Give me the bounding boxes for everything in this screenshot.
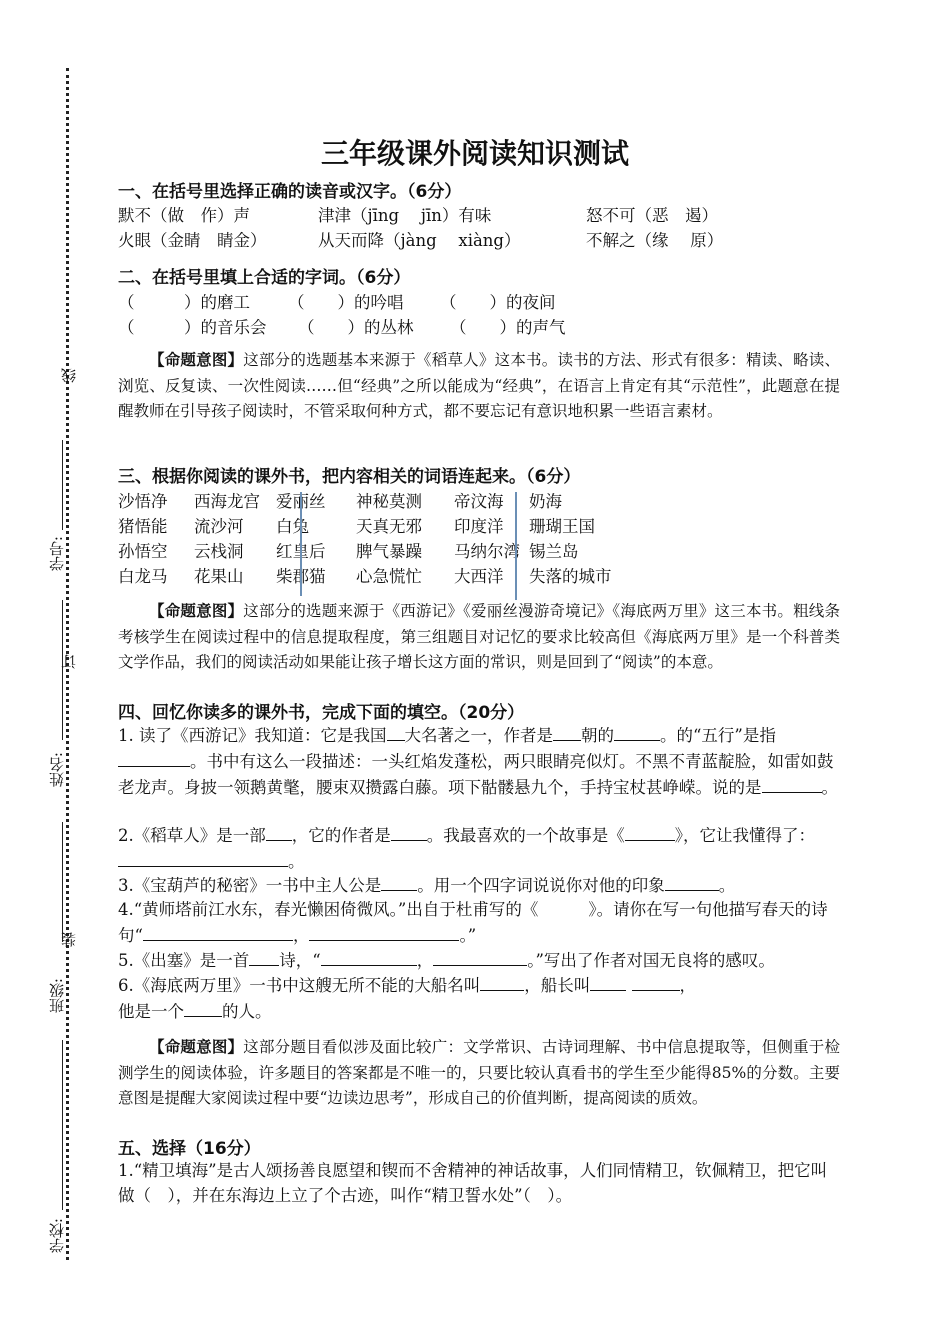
match-word[interactable]: 白兔 <box>276 517 309 536</box>
answer-blank[interactable] <box>553 722 581 741</box>
match-word[interactable]: 心急慌忙 <box>356 567 422 586</box>
s2-item: （ ）的磨工 <box>118 293 250 312</box>
answer-blank[interactable] <box>321 947 417 966</box>
match-word[interactable]: 马纳尔湾 <box>454 542 520 561</box>
match-word[interactable]: 珊瑚王国 <box>529 517 595 536</box>
match-word[interactable]: 孙悟空 <box>118 542 168 561</box>
question-4-1: 1. 读了《西游记》我知道：它是我国 大名著之一，作者是 朝的 。的“五行”是指。书中有这么一段描述：一头红焰发蓬松，两只眼睛亮似灯。不黑不青蓝靛脸，如雷如鼓老龙声。身披一领鹅黄氅，腰束双攒露白藤。项下骷髅悬九个，手持宝杖甚峥嵘。说的是 。 <box>118 722 840 800</box>
answer-blank[interactable] <box>309 922 459 941</box>
match-word[interactable]: 失落的城市 <box>529 567 612 586</box>
margin-banji: 班级: <box>48 978 66 1014</box>
match-word[interactable]: 流沙河 <box>194 517 244 536</box>
question-4-2: 2.《稻草人》是一部 ，它的作者是 。我最喜欢的一个故事是《 》，它让我懂得了：。 <box>118 822 840 874</box>
answer-blank[interactable] <box>266 822 292 841</box>
s1-item: 津津（jīng jīn）有味 <box>318 206 492 225</box>
s2-item: （ ）的音乐会 <box>118 318 267 337</box>
match-word[interactable]: 锡兰岛 <box>529 542 579 561</box>
match-word[interactable]: 大西洋 <box>454 567 504 586</box>
margin-xuehao: 学号: <box>48 536 66 572</box>
question-5-1: 1.“精卫填海”是古人颂扬善良愿望和锲而不舍精神的神话故事，人们同情精卫，钦佩精卫，把它叫做（ ），并在东海边上立了个古迹，叫作“精卫誓水处”（ ）。 <box>118 1161 828 1205</box>
margin-ding: 订 <box>60 654 78 669</box>
banji-underline <box>62 822 63 942</box>
s1-item: 不解之（缘 原） <box>586 231 724 250</box>
answer-blank[interactable] <box>391 822 427 841</box>
match-word[interactable]: 猪悟能 <box>118 517 168 536</box>
answer-blank[interactable] <box>480 972 524 991</box>
answer-blank[interactable] <box>118 848 288 867</box>
question-4-5: 5.《出塞》是一首 诗，“ ， 。”写出了作者对国无良将的感叹。 <box>118 947 840 973</box>
intent-paragraph-3: 【命题意图】这部分题目看似涉及面比较广：文学常识、古诗词理解、书中信息提取等，但侧重于检测学生的阅读体验，许多题目的答案都是不唯一的，只要比较认真看书的学生至少能得85%的分数。主要意图是提醒大家阅读过程中要“边读边思考”，形成自己的价值判断，提高阅读的质效。 <box>118 1037 840 1107</box>
match-word[interactable]: 花果山 <box>194 567 244 586</box>
margin-xingming: 姓名: <box>48 752 66 788</box>
section2-heading: 二、在括号里填上合适的字词。（6分） <box>118 268 411 288</box>
xuexiao-underline <box>62 1040 63 1210</box>
s1-item: 从天而降（jàng xiàng） <box>318 231 521 250</box>
margin-xuexiao: 学校: <box>48 1218 66 1254</box>
match-word[interactable]: 云栈洞 <box>194 542 244 561</box>
section5-heading: 五、选择（16分） <box>118 1139 261 1159</box>
answer-blank[interactable] <box>632 972 680 991</box>
answer-blank[interactable] <box>614 722 660 741</box>
intent-paragraph-2: 【命题意图】这部分的选题来源于《西游记》《爱丽丝漫游奇境记》《海底两万里》这三本书。粗线条考核学生在阅读过程中的信息提取程度，第三组题目对记忆的要求比较高但《海底两万里》是一个科普类文学作品，我们的阅读活动如果能让孩子增长这方面的常识，则是回到了“阅读”的本意。 <box>118 601 840 671</box>
answer-blank[interactable] <box>387 722 405 741</box>
answer-blank[interactable] <box>762 774 822 793</box>
answer-blank[interactable] <box>625 822 675 841</box>
s1-item: 默不（做 作）声 <box>118 206 250 225</box>
answer-blank[interactable] <box>249 947 279 966</box>
match-word[interactable]: 神秘莫测 <box>356 492 422 511</box>
s2-item: （ ）的声气 <box>450 318 566 337</box>
section4-heading: 四、回忆你读多的课外书，完成下面的填空。（20分） <box>118 703 525 723</box>
section3-heading: 三、根据你阅读的课外书，把内容相关的词语连起来。（6分） <box>118 467 581 487</box>
answer-blank[interactable] <box>381 872 417 891</box>
xuehao-underline <box>62 440 63 530</box>
margin-xian: 线 <box>60 368 78 383</box>
question-4-4: 4.“黄师塔前江水东，春光懒困倚微风。”出自于杜甫写的《 》。请你在写一句他描写春天的诗句“ ， 。” <box>118 900 828 945</box>
section1-heading: 一、在括号里选择正确的读音或汉字。（6分） <box>118 182 462 202</box>
intent-paragraph-1: 【命题意图】这部分的选题基本来源于《稻草人》这本书。读书的方法、形式有很多：精读、略读、浏览、反复读、一次性阅读……但“经典”之所以能成为“经典”，在语言上肯定有其“示范性”，此题意在提醒教师在引导孩子阅读时，不管采取何种方式，都不要忘记有意识地积累一些语言素材。 <box>118 350 840 420</box>
match-word[interactable]: 脾气暴躁 <box>356 542 422 561</box>
s1-item: 怒不可（恶 遏） <box>586 206 718 225</box>
s1-item: 火眼（金睛 睛金） <box>118 231 267 250</box>
match-word[interactable]: 沙悟净 <box>118 492 168 511</box>
answer-blank[interactable] <box>433 947 527 966</box>
match-word[interactable]: 白龙马 <box>118 567 168 586</box>
xingming-underline <box>62 600 63 740</box>
answer-blank[interactable] <box>143 922 293 941</box>
match-word[interactable]: 奶海 <box>529 492 562 511</box>
answer-blank[interactable] <box>184 998 222 1017</box>
match-word[interactable]: 爱丽丝 <box>276 492 326 511</box>
margin-zhuang: 装 <box>60 932 78 947</box>
match-word[interactable]: 柴郡猫 <box>276 567 326 586</box>
answer-blank[interactable] <box>118 748 190 767</box>
question-4-3: 3.《宝葫芦的秘密》一书中主人公是 。用一个四字词说说你对他的印象 。 <box>118 872 840 898</box>
match-word[interactable]: 红皇后 <box>276 542 326 561</box>
match-word[interactable]: 天真无邪 <box>356 517 422 536</box>
match-word[interactable]: 西海龙宫 <box>194 492 260 511</box>
s2-item: （ ）的夜间 <box>440 293 556 312</box>
question-4-6: 6.《海底两万里》一书中这艘无所不能的大船名叫 ，船长叫 ，他是一个 的人。 <box>118 972 698 1024</box>
match-word[interactable]: 印度洋 <box>454 517 504 536</box>
answer-blank[interactable] <box>665 872 719 891</box>
connector-line <box>515 492 517 600</box>
connector-line <box>300 492 302 596</box>
page-title: 三年级课外阅读知识测试 <box>320 137 629 170</box>
answer-blank[interactable] <box>590 972 626 991</box>
s2-item: （ ）的丛林 <box>298 318 414 337</box>
s2-item: （ ）的吟唱 <box>288 293 404 312</box>
match-word[interactable]: 帝汶海 <box>454 492 504 511</box>
